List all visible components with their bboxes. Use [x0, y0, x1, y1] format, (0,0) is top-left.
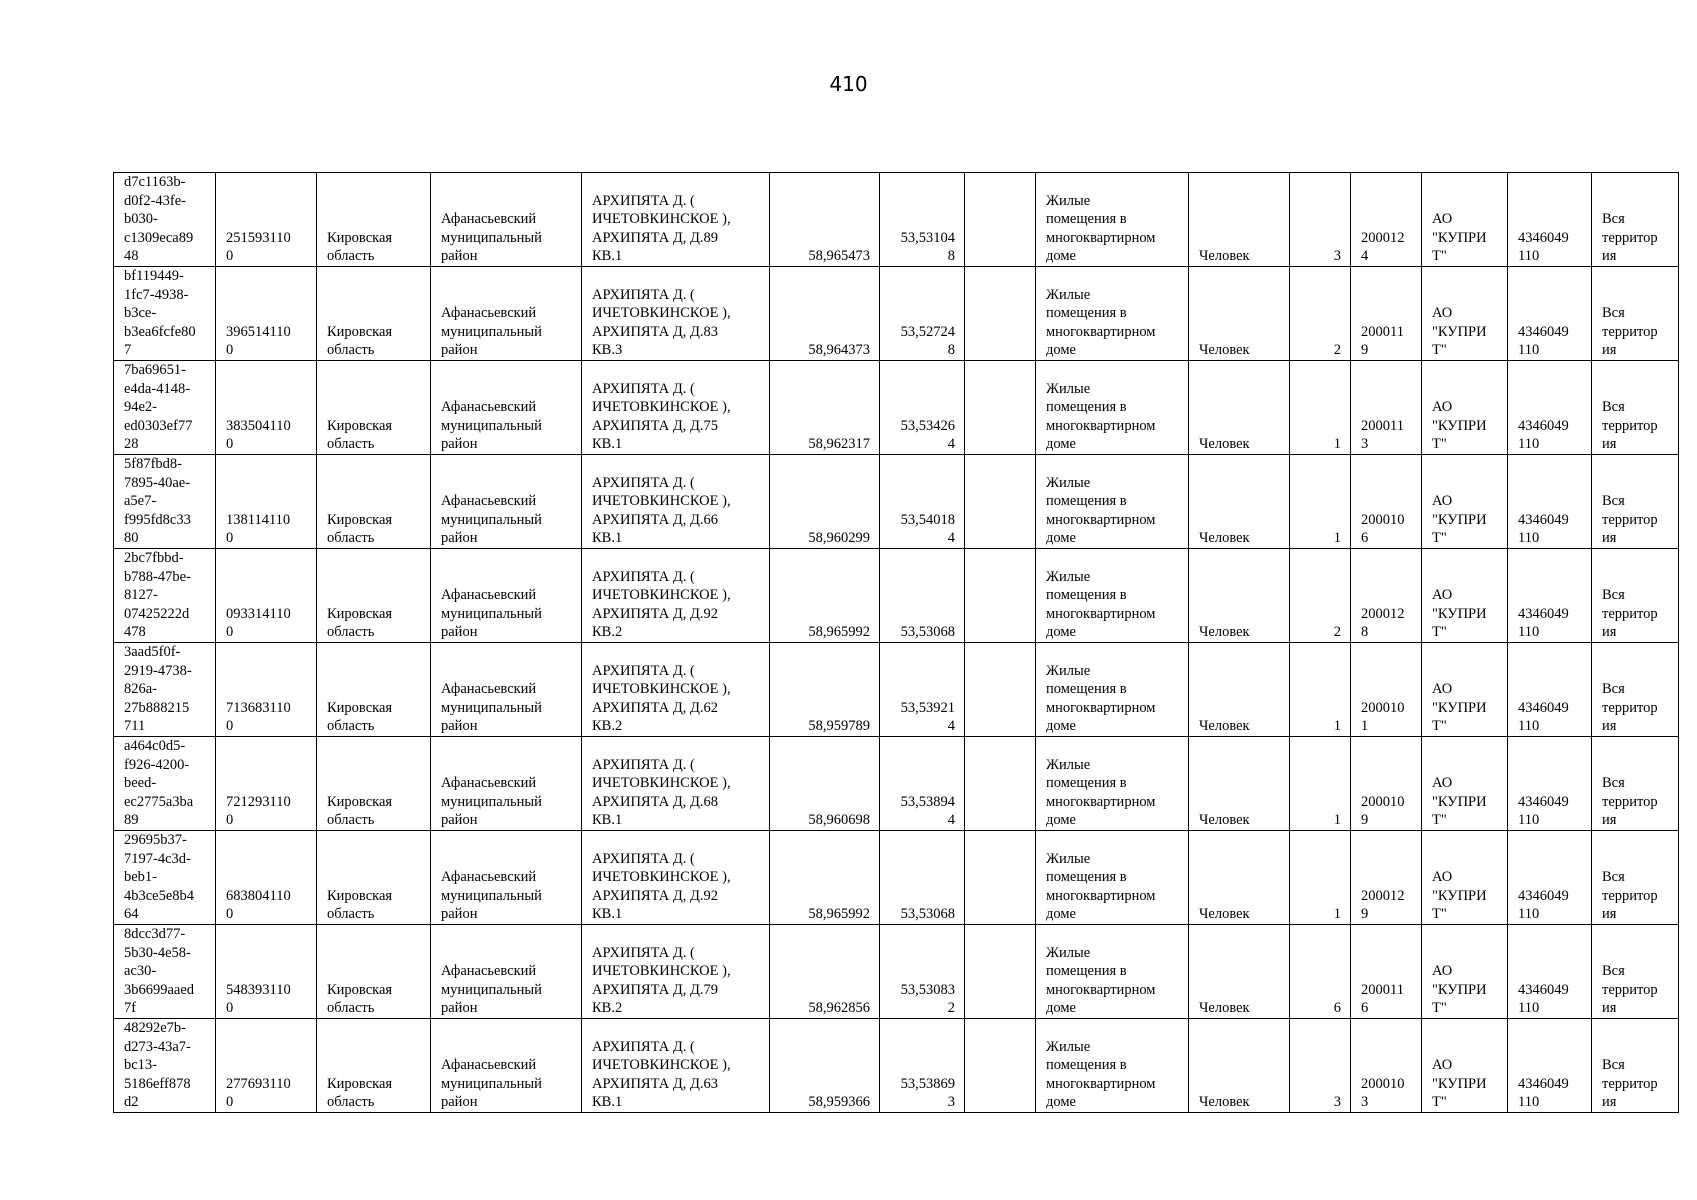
cell-empty	[965, 1019, 1036, 1113]
cell-longitude: 53,53083 2	[880, 925, 965, 1019]
cell-longitude: 53,52724 8	[880, 267, 965, 361]
registry-table	[113, 172, 1679, 1113]
cell-district: Афанасьевский муниципальный район	[431, 643, 582, 737]
cell-scope: Вся территор ия	[1592, 455, 1679, 549]
cell-latitude: 58,965992	[770, 831, 880, 925]
cell-number: 200011 3	[1351, 361, 1422, 455]
cell-latitude: 58,959366	[770, 1019, 880, 1113]
cell-record-id: d7c1163b- d0f2-43fe- b030- c1309eca89 48	[114, 173, 216, 267]
cell-organization: АО "КУПРИ Т"	[1422, 737, 1508, 831]
cell-number: 200012 9	[1351, 831, 1422, 925]
cell-region: Кировская область	[317, 831, 431, 925]
table-row	[114, 361, 1679, 455]
cell-address: АРХИПЯТА Д. ( ИЧЕТОВКИНСКОЕ ), АРХИПЯТА Д, Д.75 КВ.1	[582, 361, 770, 455]
cell-number: 200010 3	[1351, 1019, 1422, 1113]
cell-number: 200010 1	[1351, 643, 1422, 737]
cell-latitude: 58,962856	[770, 925, 880, 1019]
cell-organization: АО "КУПРИ Т"	[1422, 267, 1508, 361]
cell-empty	[965, 643, 1036, 737]
table-row	[114, 925, 1679, 1019]
cell-address: АРХИПЯТА Д. ( ИЧЕТОВКИНСКОЕ ), АРХИПЯТА Д, Д.89 КВ.1	[582, 173, 770, 267]
cell-latitude: 58,962317	[770, 361, 880, 455]
cell-empty	[965, 361, 1036, 455]
cell-object-type: Жилые помещения в многоквартирном доме	[1036, 1019, 1189, 1113]
cell-longitude: 53,53426 4	[880, 361, 965, 455]
cell-unit: Человек	[1189, 737, 1290, 831]
table-row	[114, 173, 1679, 267]
cell-region: Кировская область	[317, 173, 431, 267]
cell-region: Кировская область	[317, 643, 431, 737]
cell-longitude: 53,54018 4	[880, 455, 965, 549]
cell-code: 713683110 0	[216, 643, 317, 737]
cell-object-type: Жилые помещения в многоквартирном доме	[1036, 361, 1189, 455]
cell-district: Афанасьевский муниципальный район	[431, 925, 582, 1019]
cell-organization: АО "КУПРИ Т"	[1422, 925, 1508, 1019]
cell-region: Кировская область	[317, 925, 431, 1019]
cell-region: Кировская область	[317, 737, 431, 831]
cell-district: Афанасьевский муниципальный район	[431, 455, 582, 549]
cell-longitude: 53,53068	[880, 831, 965, 925]
cell-longitude: 53,53921 4	[880, 643, 965, 737]
cell-inn: 4346049 110	[1508, 361, 1592, 455]
cell-address: АРХИПЯТА Д. ( ИЧЕТОВКИНСКОЕ ), АРХИПЯТА Д, Д.62 КВ.2	[582, 643, 770, 737]
cell-district: Афанасьевский муниципальный район	[431, 831, 582, 925]
cell-organization: АО "КУПРИ Т"	[1422, 173, 1508, 267]
cell-longitude: 53,53869 3	[880, 1019, 965, 1113]
cell-count: 6	[1290, 925, 1351, 1019]
cell-count: 1	[1290, 737, 1351, 831]
cell-count: 3	[1290, 1019, 1351, 1113]
cell-number: 200010 6	[1351, 455, 1422, 549]
cell-unit: Человек	[1189, 831, 1290, 925]
cell-code: 396514110 0	[216, 267, 317, 361]
cell-unit: Человек	[1189, 925, 1290, 1019]
cell-object-type: Жилые помещения в многоквартирном доме	[1036, 643, 1189, 737]
cell-scope: Вся территор ия	[1592, 173, 1679, 267]
cell-region: Кировская область	[317, 361, 431, 455]
cell-district: Афанасьевский муниципальный район	[431, 549, 582, 643]
cell-address: АРХИПЯТА Д. ( ИЧЕТОВКИНСКОЕ ), АРХИПЯТА Д, Д.68 КВ.1	[582, 737, 770, 831]
cell-organization: АО "КУПРИ Т"	[1422, 549, 1508, 643]
cell-code: 383504110 0	[216, 361, 317, 455]
cell-code: 093314110 0	[216, 549, 317, 643]
table-row	[114, 549, 1679, 643]
cell-region: Кировская область	[317, 267, 431, 361]
cell-scope: Вся территор ия	[1592, 925, 1679, 1019]
cell-scope: Вся территор ия	[1592, 831, 1679, 925]
cell-district: Афанасьевский муниципальный район	[431, 1019, 582, 1113]
table-body	[114, 173, 1679, 1113]
cell-address: АРХИПЯТА Д. ( ИЧЕТОВКИНСКОЕ ), АРХИПЯТА Д, Д.63 КВ.1	[582, 1019, 770, 1113]
table-row	[114, 1019, 1679, 1113]
cell-longitude: 53,53068	[880, 549, 965, 643]
cell-scope: Вся территор ия	[1592, 643, 1679, 737]
cell-inn: 4346049 110	[1508, 455, 1592, 549]
cell-record-id: bf119449- 1fc7-4938- b3ce- b3ea6fcfe80 7	[114, 267, 216, 361]
cell-object-type: Жилые помещения в многоквартирном доме	[1036, 549, 1189, 643]
page-number: 410	[829, 72, 868, 96]
cell-latitude: 58,960299	[770, 455, 880, 549]
cell-address: АРХИПЯТА Д. ( ИЧЕТОВКИНСКОЕ ), АРХИПЯТА Д, Д.66 КВ.1	[582, 455, 770, 549]
cell-latitude: 58,959789	[770, 643, 880, 737]
cell-object-type: Жилые помещения в многоквартирном доме	[1036, 267, 1189, 361]
cell-code: 548393110 0	[216, 925, 317, 1019]
cell-empty	[965, 737, 1036, 831]
cell-empty	[965, 455, 1036, 549]
cell-unit: Человек	[1189, 643, 1290, 737]
cell-inn: 4346049 110	[1508, 831, 1592, 925]
cell-number: 200011 6	[1351, 925, 1422, 1019]
table-row	[114, 267, 1679, 361]
cell-record-id: 2bc7fbbd- b788-47be- 8127- 07425222d 478	[114, 549, 216, 643]
cell-empty	[965, 173, 1036, 267]
cell-latitude: 58,965992	[770, 549, 880, 643]
cell-object-type: Жилые помещения в многоквартирном доме	[1036, 737, 1189, 831]
cell-district: Афанасьевский муниципальный район	[431, 267, 582, 361]
cell-region: Кировская область	[317, 549, 431, 643]
cell-address: АРХИПЯТА Д. ( ИЧЕТОВКИНСКОЕ ), АРХИПЯТА Д, Д.92 КВ.1	[582, 831, 770, 925]
cell-latitude: 58,965473	[770, 173, 880, 267]
cell-region: Кировская область	[317, 455, 431, 549]
cell-unit: Человек	[1189, 1019, 1290, 1113]
cell-record-id: 7ba69651- e4da-4148- 94e2- ed0303ef77 28	[114, 361, 216, 455]
cell-record-id: 8dcc3d77- 5b30-4e58- ac30- 3b6699aaed 7f	[114, 925, 216, 1019]
cell-count: 2	[1290, 267, 1351, 361]
cell-object-type: Жилые помещения в многоквартирном доме	[1036, 173, 1189, 267]
cell-unit: Человек	[1189, 173, 1290, 267]
cell-unit: Человек	[1189, 361, 1290, 455]
cell-district: Афанасьевский муниципальный район	[431, 737, 582, 831]
cell-unit: Человек	[1189, 455, 1290, 549]
cell-inn: 4346049 110	[1508, 925, 1592, 1019]
cell-empty	[965, 925, 1036, 1019]
cell-code: 277693110 0	[216, 1019, 317, 1113]
cell-organization: АО "КУПРИ Т"	[1422, 1019, 1508, 1113]
cell-record-id: 29695b37- 7197-4c3d- beb1- 4b3ce5e8b4 64	[114, 831, 216, 925]
cell-district: Афанасьевский муниципальный район	[431, 173, 582, 267]
cell-organization: АО "КУПРИ Т"	[1422, 831, 1508, 925]
cell-inn: 4346049 110	[1508, 549, 1592, 643]
cell-unit: Человек	[1189, 267, 1290, 361]
cell-count: 3	[1290, 173, 1351, 267]
cell-scope: Вся территор ия	[1592, 267, 1679, 361]
table-row	[114, 737, 1679, 831]
cell-object-type: Жилые помещения в многоквартирном доме	[1036, 455, 1189, 549]
cell-scope: Вся территор ия	[1592, 361, 1679, 455]
cell-inn: 4346049 110	[1508, 1019, 1592, 1113]
cell-record-id: 3aad5f0f- 2919-4738- 826a- 27b888215 711	[114, 643, 216, 737]
cell-latitude: 58,960698	[770, 737, 880, 831]
cell-district: Афанасьевский муниципальный район	[431, 361, 582, 455]
cell-number: 200012 4	[1351, 173, 1422, 267]
table-row	[114, 455, 1679, 549]
cell-count: 1	[1290, 831, 1351, 925]
cell-count: 2	[1290, 549, 1351, 643]
cell-address: АРХИПЯТА Д. ( ИЧЕТОВКИНСКОЕ ), АРХИПЯТА Д, Д.92 КВ.2	[582, 549, 770, 643]
cell-inn: 4346049 110	[1508, 737, 1592, 831]
cell-number: 200011 9	[1351, 267, 1422, 361]
cell-count: 1	[1290, 455, 1351, 549]
cell-scope: Вся территор ия	[1592, 549, 1679, 643]
cell-scope: Вся территор ия	[1592, 1019, 1679, 1113]
cell-unit: Человек	[1189, 549, 1290, 643]
cell-record-id: a464c0d5- f926-4200- beed- ec2775a3ba 89	[114, 737, 216, 831]
cell-object-type: Жилые помещения в многоквартирном доме	[1036, 831, 1189, 925]
cell-number: 200010 9	[1351, 737, 1422, 831]
table-row	[114, 831, 1679, 925]
cell-inn: 4346049 110	[1508, 643, 1592, 737]
cell-number: 200012 8	[1351, 549, 1422, 643]
cell-record-id: 5f87fbd8- 7895-40ae- a5e7- f995fd8c33 80	[114, 455, 216, 549]
cell-record-id: 48292e7b- d273-43a7- bc13- 5186eff878 d2	[114, 1019, 216, 1113]
cell-inn: 4346049 110	[1508, 173, 1592, 267]
cell-address: АРХИПЯТА Д. ( ИЧЕТОВКИНСКОЕ ), АРХИПЯТА Д, Д.79 КВ.2	[582, 925, 770, 1019]
cell-inn: 4346049 110	[1508, 267, 1592, 361]
cell-organization: АО "КУПРИ Т"	[1422, 455, 1508, 549]
cell-object-type: Жилые помещения в многоквартирном доме	[1036, 925, 1189, 1019]
cell-scope: Вся территор ия	[1592, 737, 1679, 831]
cell-longitude: 53,53894 4	[880, 737, 965, 831]
cell-address: АРХИПЯТА Д. ( ИЧЕТОВКИНСКОЕ ), АРХИПЯТА Д, Д.83 КВ.3	[582, 267, 770, 361]
cell-code: 683804110 0	[216, 831, 317, 925]
cell-region: Кировская область	[317, 1019, 431, 1113]
cell-latitude: 58,964373	[770, 267, 880, 361]
cell-count: 1	[1290, 643, 1351, 737]
table-row	[114, 643, 1679, 737]
cell-longitude: 53,53104 8	[880, 173, 965, 267]
cell-count: 1	[1290, 361, 1351, 455]
cell-code: 251593110 0	[216, 173, 317, 267]
cell-organization: АО "КУПРИ Т"	[1422, 643, 1508, 737]
cell-empty	[965, 831, 1036, 925]
cell-code: 138114110 0	[216, 455, 317, 549]
cell-organization: АО "КУПРИ Т"	[1422, 361, 1508, 455]
cell-empty	[965, 267, 1036, 361]
cell-code: 721293110 0	[216, 737, 317, 831]
cell-empty	[965, 549, 1036, 643]
